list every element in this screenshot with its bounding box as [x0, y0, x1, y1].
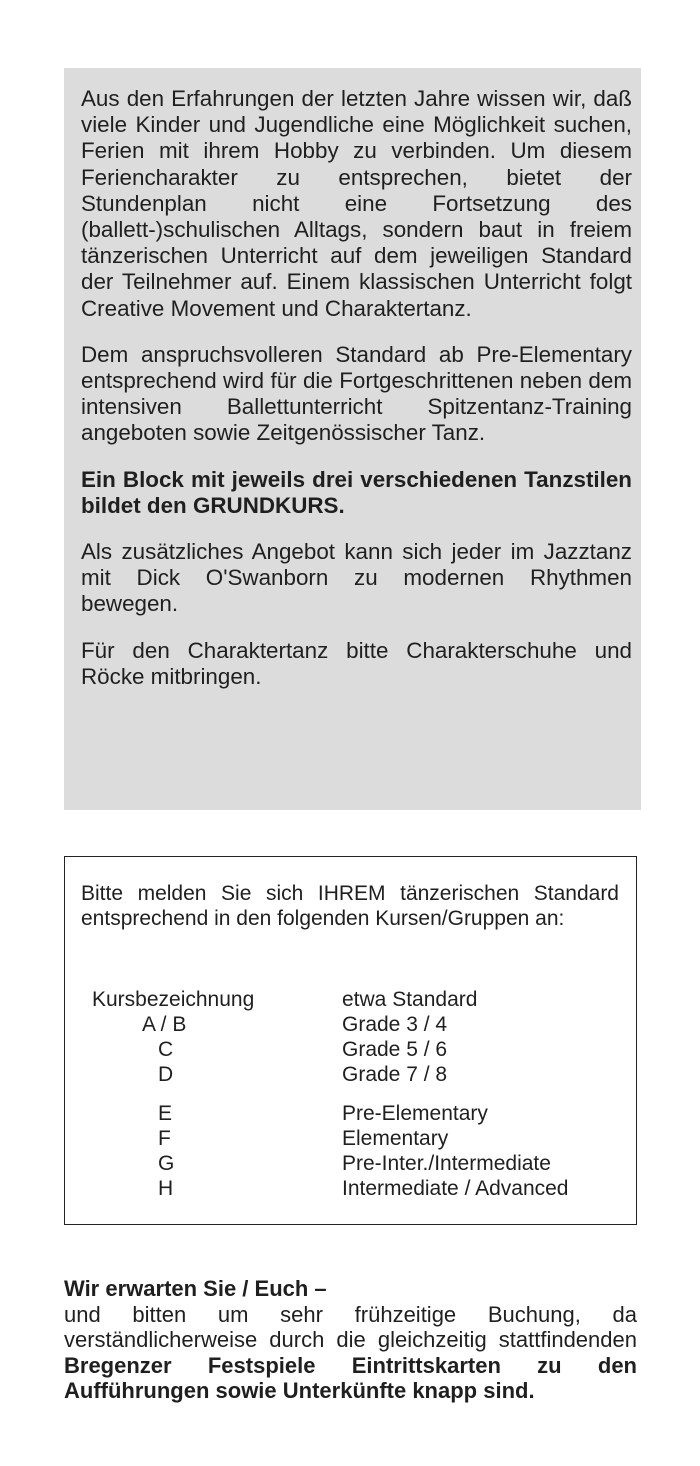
- course-code: C: [158, 1038, 174, 1061]
- header-course-code: Kursbezeichnung: [92, 988, 255, 1011]
- paragraph-grundkurs: Ein Block mit jeweils drei verschiedenen Tanzstilen bildet den GRUNDKURS.: [81, 466, 632, 518]
- info-panel-text: [81, 86, 632, 710]
- closing-heading: Wir erwarten Sie / Euch –: [64, 1276, 327, 1301]
- paragraph-intro: Aus den Erfahrungen der letzten Jahre wissen wir, daß viele Kinder und Jugendliche eine Möglichkeit suchen, Ferien mit ihrem Hobby zu verbinden. Um diesem Feriencharakter zu entsprechen, bietet der Stundenplan nicht eine Fortsetzung des (ballett-)schulischen Alltags, sondern baut in freiem tänzerischen Unterricht auf dem jeweiligen Standard der Teilnehmer auf. Einem klassischen Unterricht folgt Creative Movement und Charaktertanz.: [81, 86, 632, 321]
- course-standard: Pre-Inter./Intermediate: [342, 1152, 551, 1175]
- course-standard: Grade 7 / 8: [342, 1063, 448, 1086]
- course-table: [92, 987, 568, 1201]
- header-standard: etwa Standard: [342, 988, 478, 1011]
- paragraph-jazztanz: Als zusätzliches Angebot kann sich jeder im Jazztanz mit Dick O'Swanborn zu modernen Rhythmen bewegen.: [81, 539, 632, 617]
- table-row: [92, 1151, 568, 1176]
- table-row: [92, 1037, 568, 1062]
- course-table-header: [92, 987, 568, 1012]
- course-code: D: [158, 1063, 174, 1086]
- table-row: [92, 1101, 568, 1126]
- registration-intro: Bitte melden Sie sich IHREM tänzerischen Standard entsprechend in den folgenden Kursen/Gruppen an:: [81, 882, 619, 930]
- course-standard: Elementary: [342, 1127, 449, 1150]
- course-standard: Intermediate / Advanced: [342, 1177, 569, 1200]
- course-standard: Grade 5 / 6: [342, 1038, 448, 1061]
- closing-text: und bitten um sehr frühzeitige Buchung, da verständlicherweise durch die gleichzeitig stattfindenden: [64, 1301, 637, 1352]
- course-standard: Grade 3 / 4: [342, 1013, 448, 1036]
- closing-text-bold: Bregenzer Festspiele Eintrittskarten zu den Aufführungen sowie Unterkünfte knapp sind.: [64, 1352, 637, 1403]
- table-row: [92, 1126, 568, 1151]
- paragraph-charaktertanz: Für den Charaktertanz bitte Charakterschuhe und Röcke mitbringen.: [81, 637, 632, 689]
- course-code: H: [158, 1177, 174, 1200]
- table-row: [92, 1176, 568, 1201]
- closing-section: [64, 1276, 637, 1404]
- course-code: G: [158, 1152, 175, 1175]
- table-row: [92, 1012, 568, 1037]
- course-code: E: [158, 1102, 173, 1125]
- course-code: F: [158, 1127, 171, 1150]
- table-row: [92, 1062, 568, 1087]
- course-standard: Pre-Elementary: [342, 1102, 488, 1125]
- course-code: A / B: [142, 1013, 187, 1036]
- registration-box: [64, 856, 637, 1225]
- paragraph-advanced: Dem anspruchsvolleren Standard ab Pre-Elementary entsprechend wird für die Fortgeschrittenen neben dem intensiven Ballettunterricht Spitzentanz-Training angeboten sowie Zeitgenössischer Tanz.: [81, 341, 632, 446]
